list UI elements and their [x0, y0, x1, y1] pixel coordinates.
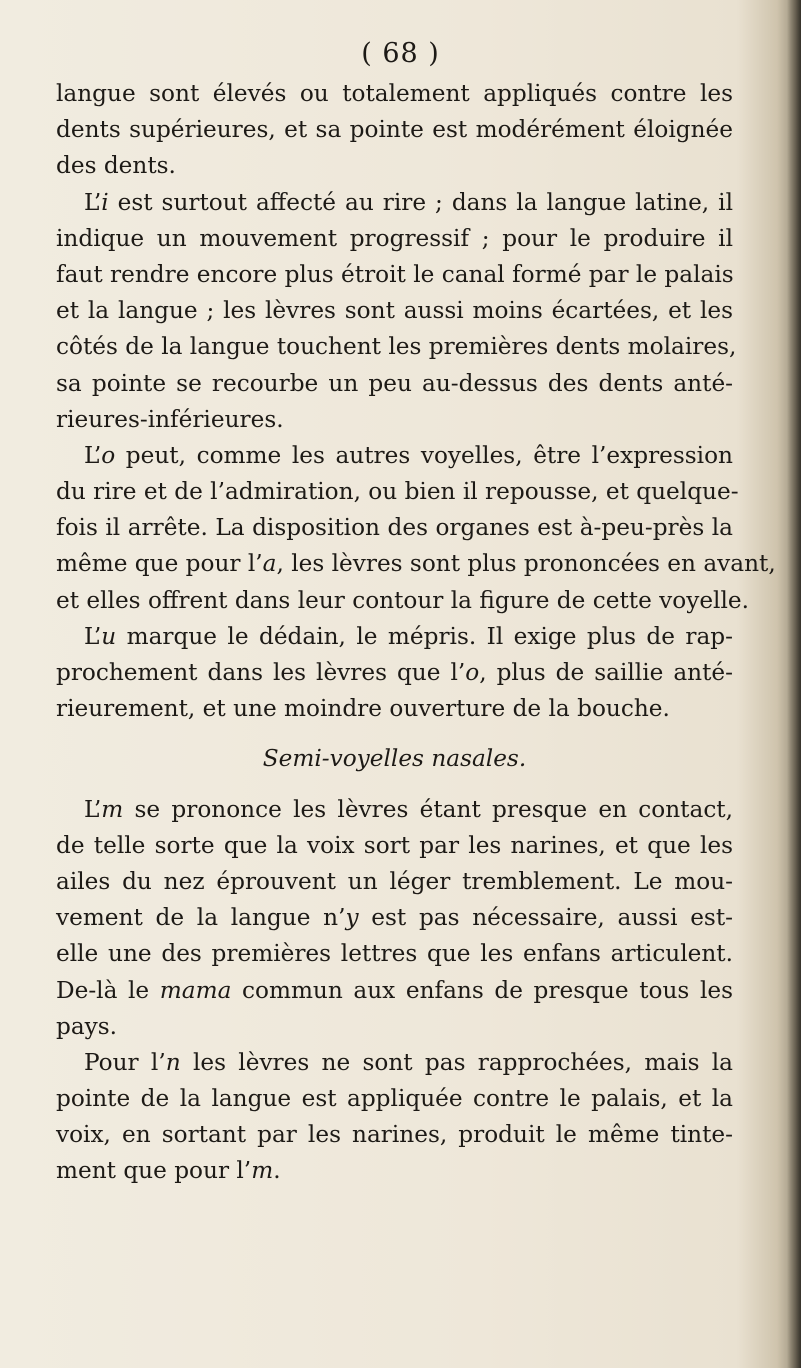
line-text: commun aux enfans de presque tous les: [231, 976, 733, 1004]
line-text: les lèvres ne sont pas rapprochées, mais la: [180, 1048, 734, 1076]
line-text: De-là le: [56, 976, 160, 1004]
text-line: [56, 546, 776, 582]
text-line: [56, 329, 737, 365]
line-text: rieurement, et une moindre ouverture de la bouche.: [56, 695, 670, 723]
text-line: [56, 1153, 733, 1189]
line-text: côtés de la langue touchent les premières dents molaires,: [56, 333, 737, 361]
line-text: se prononce les lèvres étant presque en contact,: [123, 795, 733, 823]
line-text: ment que pour l’: [56, 1157, 252, 1185]
text-line: [56, 619, 733, 655]
line-text: prochement dans les lèvres que l’: [56, 659, 466, 686]
line-text: des dents.: [56, 152, 176, 180]
text-line: [56, 1117, 733, 1153]
line-text: faut rendre encore plus étroit le canal formé par le palais: [56, 260, 734, 288]
text-line: [56, 1045, 733, 1081]
paragraphs-nasals: [56, 792, 733, 1190]
line-text: L’: [84, 188, 102, 216]
line-text: .: [273, 1157, 281, 1185]
text-line: [56, 936, 733, 972]
text-line: [56, 655, 733, 691]
italic-letter: u: [101, 622, 117, 650]
italic-letter: o: [101, 441, 116, 469]
line-text: elle une des premières lettres que les enfans articulent.: [56, 940, 733, 968]
line-text: L’: [84, 795, 102, 823]
text-line: [56, 973, 733, 1009]
line-text: , les lèvres sont plus prononcées en avant,: [276, 550, 776, 578]
text-line: [56, 112, 733, 148]
text-line: [56, 828, 733, 864]
line-text: est surtout affecté au rire ; dans la langue latine, il: [108, 188, 733, 216]
paragraphs-vowels: [56, 76, 776, 727]
line-text: langue sont élevés ou totalement appliqués contre les: [56, 80, 733, 107]
text-line: [56, 257, 733, 293]
italic-letter: i: [101, 188, 109, 216]
text-line: [56, 438, 733, 474]
italic-letter: a: [262, 550, 277, 578]
line-text: sa pointe se recourbe un peu au-dessus des dents anté-: [56, 369, 733, 397]
text-line: [56, 691, 733, 727]
text-line: [56, 366, 733, 402]
text-line: [56, 510, 733, 546]
line-text: pays.: [56, 1012, 118, 1040]
italic-letter: y: [345, 904, 359, 932]
line-text: rieures-inférieures.: [56, 405, 284, 433]
text-line: [56, 900, 733, 936]
line-text: même que pour l’: [56, 550, 263, 578]
line-text: L’: [84, 441, 102, 469]
italic-letter: m: [101, 795, 124, 823]
line-text: de telle sorte que la voix sort par les narines, et que les: [56, 831, 733, 859]
line-text: Pour l’: [84, 1048, 166, 1076]
italic-letter: m: [251, 1157, 274, 1185]
text-line: [56, 221, 733, 257]
line-text: ailes du nez éprouvent un léger tremblement. Le mou-: [56, 867, 733, 895]
page-number: ( 68 ): [361, 38, 440, 69]
line-text: et elles offrent dans leur contour la figure de cette voyelle.: [56, 586, 749, 614]
text-line: [56, 76, 733, 112]
line-text: voix, en sortant par les narines, produit le même tinte-: [56, 1121, 733, 1149]
text-line: [56, 1081, 733, 1117]
line-text: pointe de la langue est appliquée contre le palais, et la: [56, 1085, 733, 1113]
line-text: L’: [84, 622, 102, 650]
line-text: , plus de saillie anté-: [479, 659, 733, 686]
text-line: [56, 474, 739, 510]
italic-letter: o: [465, 659, 480, 686]
line-text: dents supérieures, et sa pointe est modérément éloignée: [56, 116, 733, 144]
text-line: [56, 1009, 733, 1045]
text-line: [56, 293, 733, 329]
line-text: fois il arrête. La disposition des organes est à-peu-près la: [56, 514, 733, 542]
text-line: [56, 148, 733, 184]
page-edge-shadow: [787, 0, 801, 1368]
line-text: du rire et de l’admiration, ou bien il repousse, et quelque-: [56, 478, 739, 506]
line-text: est pas nécessaire, aussi est-: [358, 904, 733, 932]
text-line: [56, 185, 733, 221]
text-line: [56, 864, 733, 900]
line-text: marque le dédain, le mépris. Il exige plus de rap-: [116, 622, 733, 650]
section-heading: Semi-voyelles nasales.: [262, 745, 527, 773]
body-text: [56, 76, 776, 1190]
line-text: et la langue ; les lèvres sont aussi moins écartées, et les: [56, 297, 733, 325]
line-text: indique un mouvement progressif ; pour le produire il: [56, 224, 733, 252]
line-text: peut, comme les autres voyelles, être l’expression: [115, 441, 733, 469]
italic-letter: n: [165, 1048, 181, 1076]
italic-letter: mama: [159, 976, 232, 1004]
line-text: vement de la langue n’: [56, 904, 346, 932]
text-line: [56, 402, 733, 438]
text-line: [56, 792, 733, 828]
text-line: [56, 583, 749, 619]
